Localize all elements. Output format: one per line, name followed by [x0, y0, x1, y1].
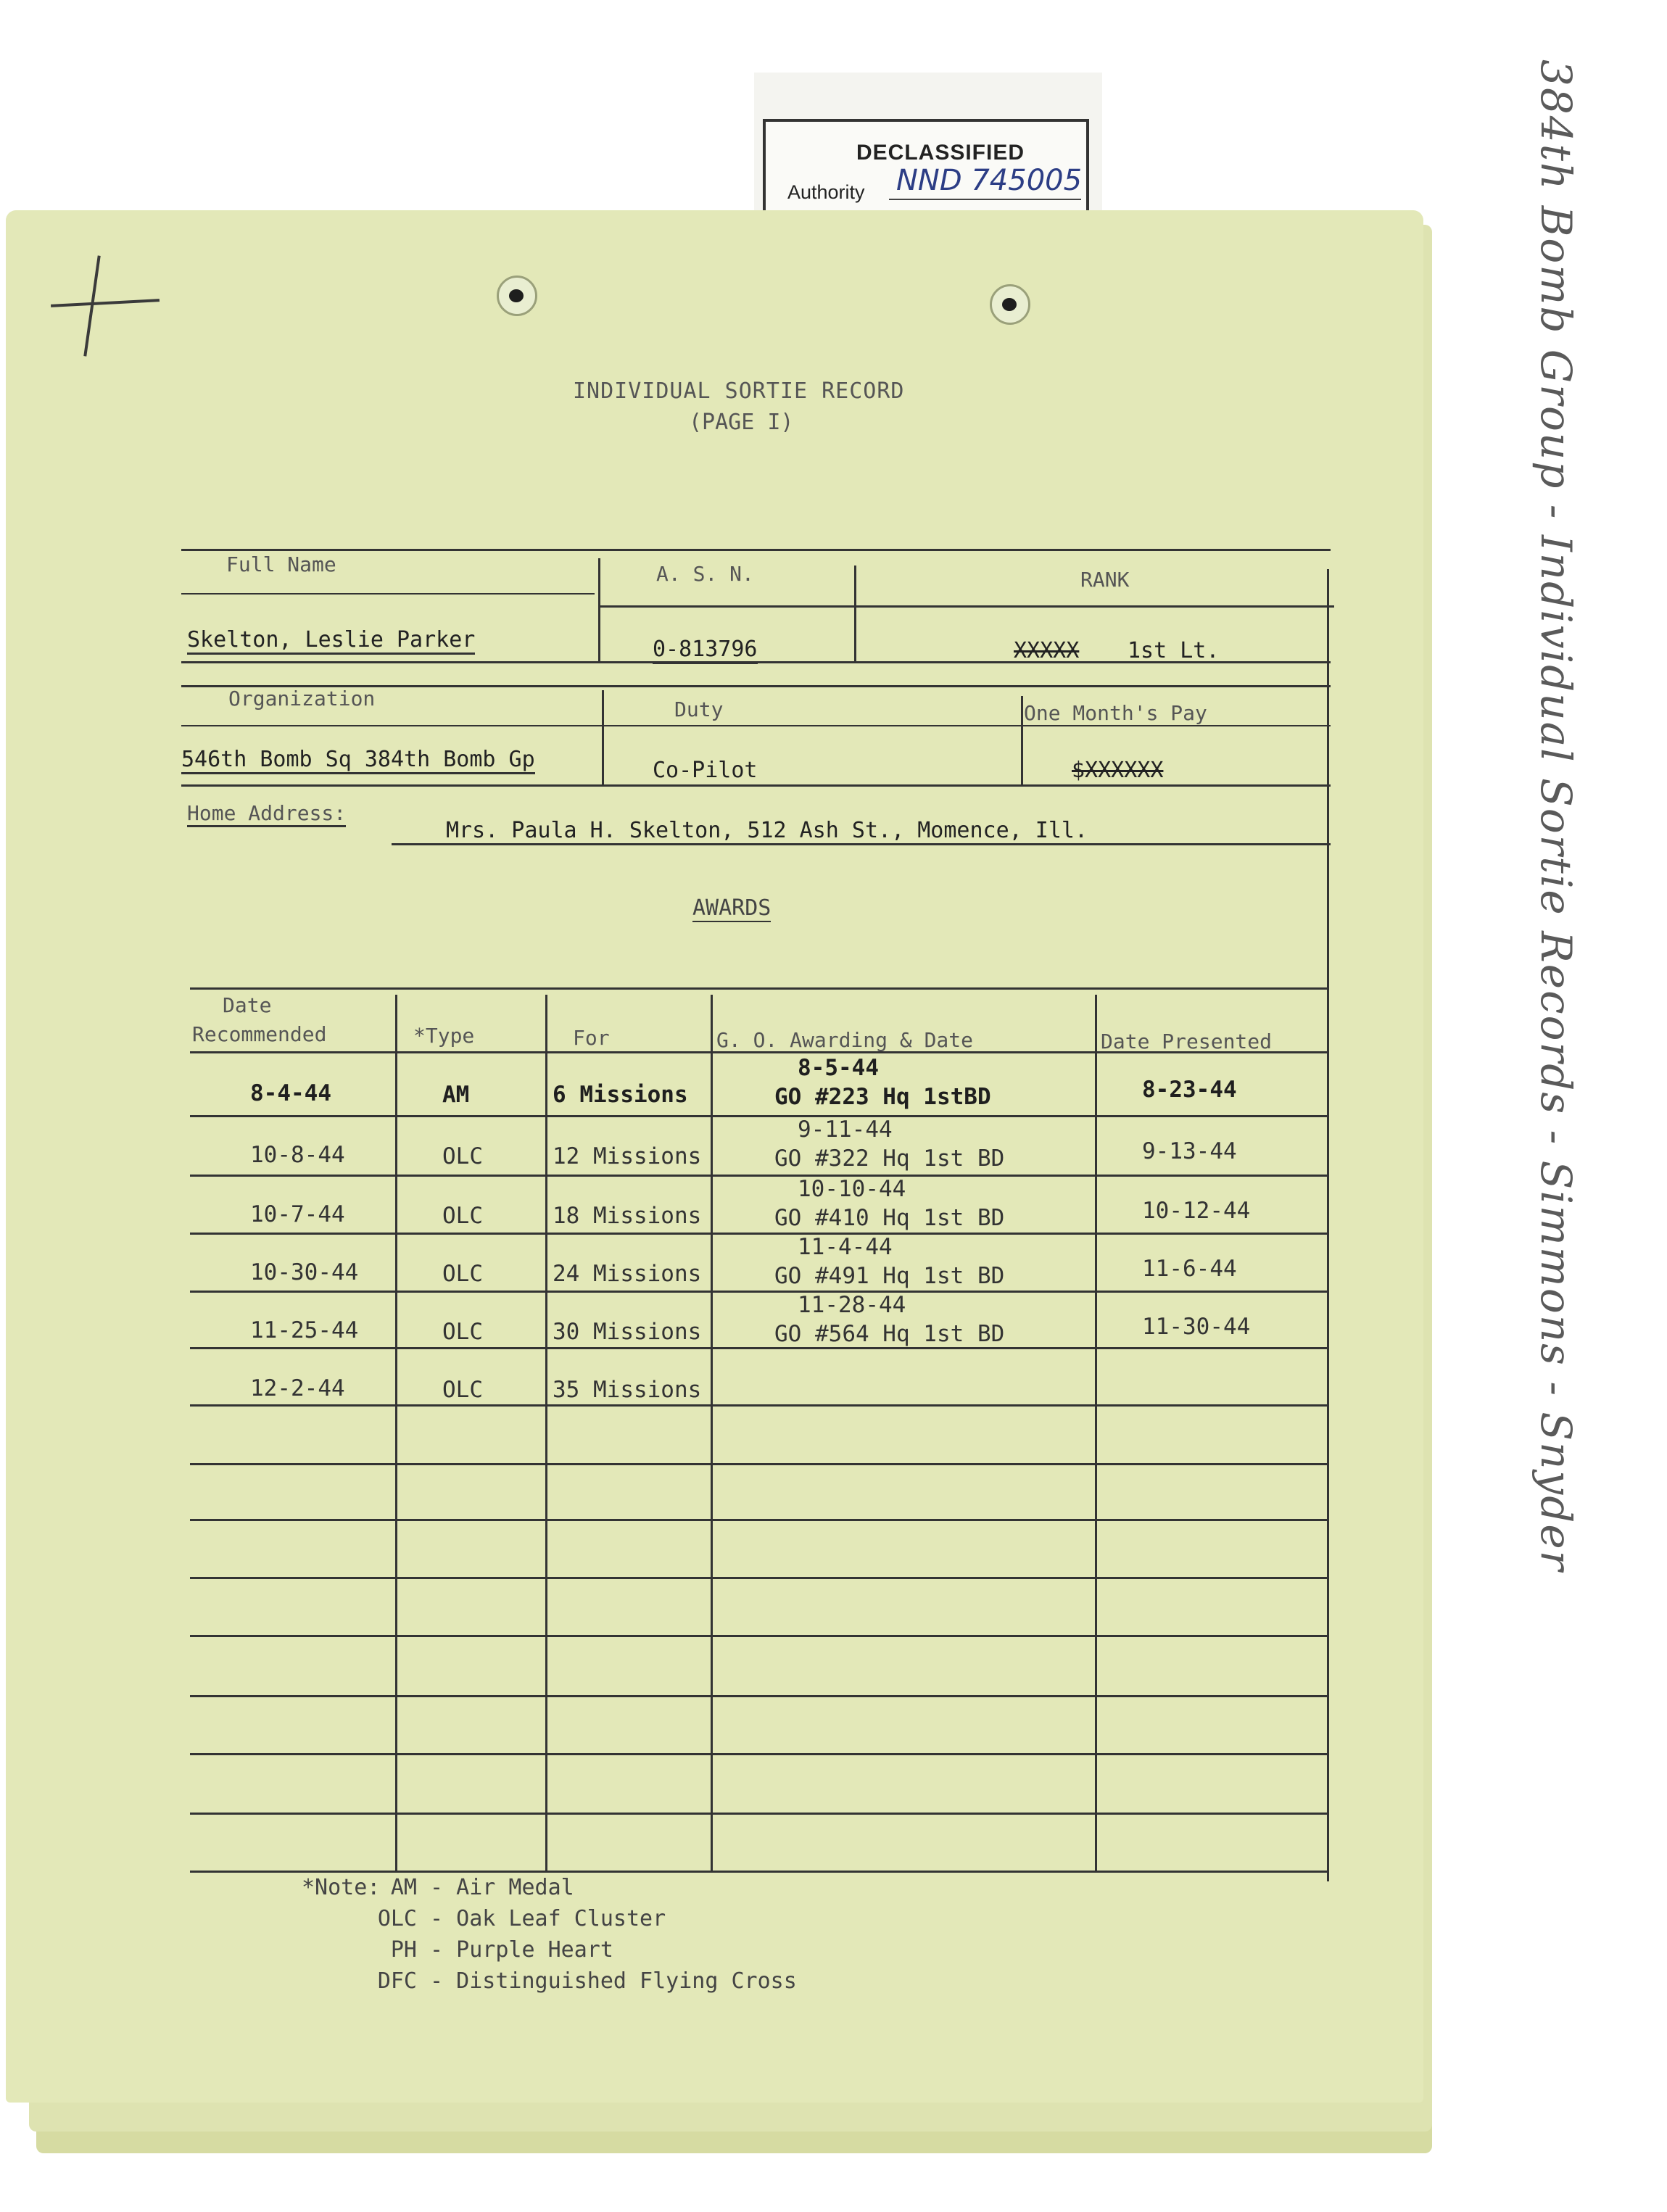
award-type: OLC: [442, 1261, 483, 1287]
awards-row-rule: [190, 1813, 1328, 1815]
form-column-rule: [602, 690, 604, 784]
awards-column-rule: [395, 995, 397, 1872]
awards-row-rule: [190, 1577, 1328, 1579]
award-type: OLC: [442, 1319, 483, 1345]
award-type: AM: [442, 1082, 470, 1108]
award-date-recommended: 10-8-44: [250, 1142, 345, 1168]
award-go-order: GO #491 Hq 1st BD: [774, 1263, 1005, 1289]
pay-struck-value: $XXXXXX: [1072, 758, 1164, 783]
form-rule: [181, 784, 1331, 787]
note-text: - Purple Heart: [417, 1937, 613, 1963]
note-text: - Oak Leaf Cluster: [417, 1906, 666, 1931]
award-for: 18 Missions: [553, 1203, 702, 1229]
asn-value: 0-813796: [653, 637, 758, 664]
note-code: AM: [390, 1875, 417, 1900]
award-for: 6 Missions: [553, 1082, 688, 1108]
award-go-date: 8-5-44: [798, 1055, 879, 1081]
award-for: 24 Missions: [553, 1261, 702, 1287]
awards-column-rule: [545, 995, 547, 1872]
note-text: - Air Medal: [417, 1875, 574, 1900]
stamp-authority-line: [889, 199, 1081, 200]
notes-items: [305, 1872, 797, 1997]
col-header-presented: Date Presented: [1101, 1030, 1273, 1053]
form-rule: [181, 593, 595, 595]
col-header-date-2: Recommended: [192, 1022, 327, 1046]
award-date-presented: 11-6-44: [1142, 1256, 1237, 1282]
award-date-recommended: 10-7-44: [250, 1201, 345, 1227]
home-address-value: Mrs. Paula H. Skelton, 512 Ash St., Momence, Ill.: [446, 818, 1088, 843]
page-title: INDIVIDUAL SORTIE RECORD: [573, 378, 905, 404]
award-type: OLC: [442, 1203, 483, 1229]
rank-label: RANK: [1080, 568, 1130, 592]
asn-label: A. S. N.: [656, 562, 754, 586]
note-text: - Distinguished Flying Cross: [417, 1968, 797, 1994]
col-header-date-1: Date: [223, 993, 272, 1017]
address-rule: [392, 843, 1331, 845]
award-date-presented: 10-12-44: [1142, 1198, 1251, 1224]
note-item: [305, 1872, 797, 1903]
award-date-recommended: 12-2-44: [250, 1375, 345, 1401]
award-date-presented: 11-30-44: [1142, 1314, 1251, 1340]
award-date-recommended: 10-30-44: [250, 1259, 359, 1285]
rank-struck-value: XXXXX: [1014, 638, 1080, 663]
award-for: 30 Missions: [553, 1319, 702, 1345]
awards-row-rule: [190, 1291, 1328, 1293]
awards-heading: AWARDS: [692, 895, 772, 921]
col-header-for: For: [573, 1026, 610, 1050]
organization-label: Organization: [228, 687, 376, 711]
form-rule: [181, 725, 1331, 726]
awards-row-rule: [190, 1233, 1328, 1235]
punch-hole-left: [497, 276, 537, 316]
form-column-rule: [1021, 696, 1023, 784]
note-item: [305, 1934, 797, 1965]
award-type: OLC: [442, 1143, 483, 1169]
form-column-rule: [598, 558, 600, 661]
award-go-order: GO #564 Hq 1st BD: [774, 1321, 1005, 1347]
awards-row-rule: [190, 1404, 1328, 1407]
award-go-date: 11-4-44: [798, 1234, 893, 1260]
note-code: DFC: [377, 1968, 417, 1994]
award-for: 12 Missions: [553, 1143, 702, 1169]
awards-column-rule: [1095, 995, 1097, 1872]
awards-column-rule: [711, 995, 713, 1872]
awards-row-rule: [190, 1519, 1328, 1521]
award-go-date: 11-28-44: [798, 1292, 906, 1318]
form-right-rule: [1327, 569, 1329, 1881]
note-item: [305, 1903, 797, 1934]
awards-row-rule: [190, 1695, 1328, 1697]
award-go-date: 10-10-44: [798, 1176, 906, 1202]
awards-row-rule: [190, 1635, 1328, 1637]
col-header-go: G. O. Awarding & Date: [716, 1028, 974, 1052]
award-type: OLC: [442, 1377, 483, 1403]
form-rule: [598, 605, 1334, 608]
full-name-value: Skelton, Leslie Parker: [187, 627, 475, 655]
note-code: PH: [390, 1937, 417, 1963]
award-go-order: GO #410 Hq 1st BD: [774, 1205, 1005, 1231]
form-column-rule: [854, 566, 856, 661]
award-date-presented: 8-23-44: [1142, 1077, 1237, 1103]
duty-value: Co-Pilot: [653, 758, 758, 783]
stamp-authority-label: Authority: [787, 181, 865, 203]
home-address-label: Home Address:: [187, 801, 346, 827]
award-for: 35 Missions: [553, 1377, 702, 1403]
col-header-type: *Type: [413, 1024, 475, 1048]
note-code: OLC: [377, 1906, 417, 1931]
stamp-authority-number: NND 745005: [896, 164, 1083, 197]
award-date-recommended: 8-4-44: [250, 1080, 331, 1106]
stamp-title: DECLASSIFIED: [856, 141, 1025, 165]
award-date-presented: 9-13-44: [1142, 1138, 1237, 1164]
notes-label: *Note:: [302, 1875, 381, 1900]
full-name-label: Full Name: [226, 552, 336, 576]
awards-row-rule: [190, 1115, 1328, 1117]
award-go-date: 9-11-44: [798, 1117, 893, 1143]
awards-row-rule: [190, 1463, 1328, 1465]
form-top-rule: [181, 549, 1331, 551]
handwritten-side-note: 384th Bomb Group - Individual Sortie Records - Simmons - Snyder: [1531, 59, 1581, 1573]
duty-label: Duty: [674, 697, 724, 721]
awards-table-top-rule: [190, 987, 1328, 990]
organization-value: 546th Bomb Sq 384th Bomb Gp: [181, 747, 535, 774]
awards-row-rule: [190, 1753, 1328, 1755]
awards-row-rule: [190, 1175, 1328, 1177]
award-go-order: GO #322 Hq 1st BD: [774, 1146, 1005, 1172]
rank-value: 1st Lt.: [1128, 638, 1220, 663]
award-go-order: GO #223 Hq 1stBD: [774, 1084, 991, 1110]
award-date-recommended: 11-25-44: [250, 1317, 359, 1343]
punch-hole-right: [990, 284, 1030, 325]
pay-label: One Month's Pay: [1024, 701, 1207, 725]
awards-row-rule: [190, 1347, 1328, 1349]
note-item: [305, 1965, 797, 1997]
page-subtitle: (PAGE I): [689, 410, 794, 435]
declassified-stamp: [763, 119, 1089, 220]
